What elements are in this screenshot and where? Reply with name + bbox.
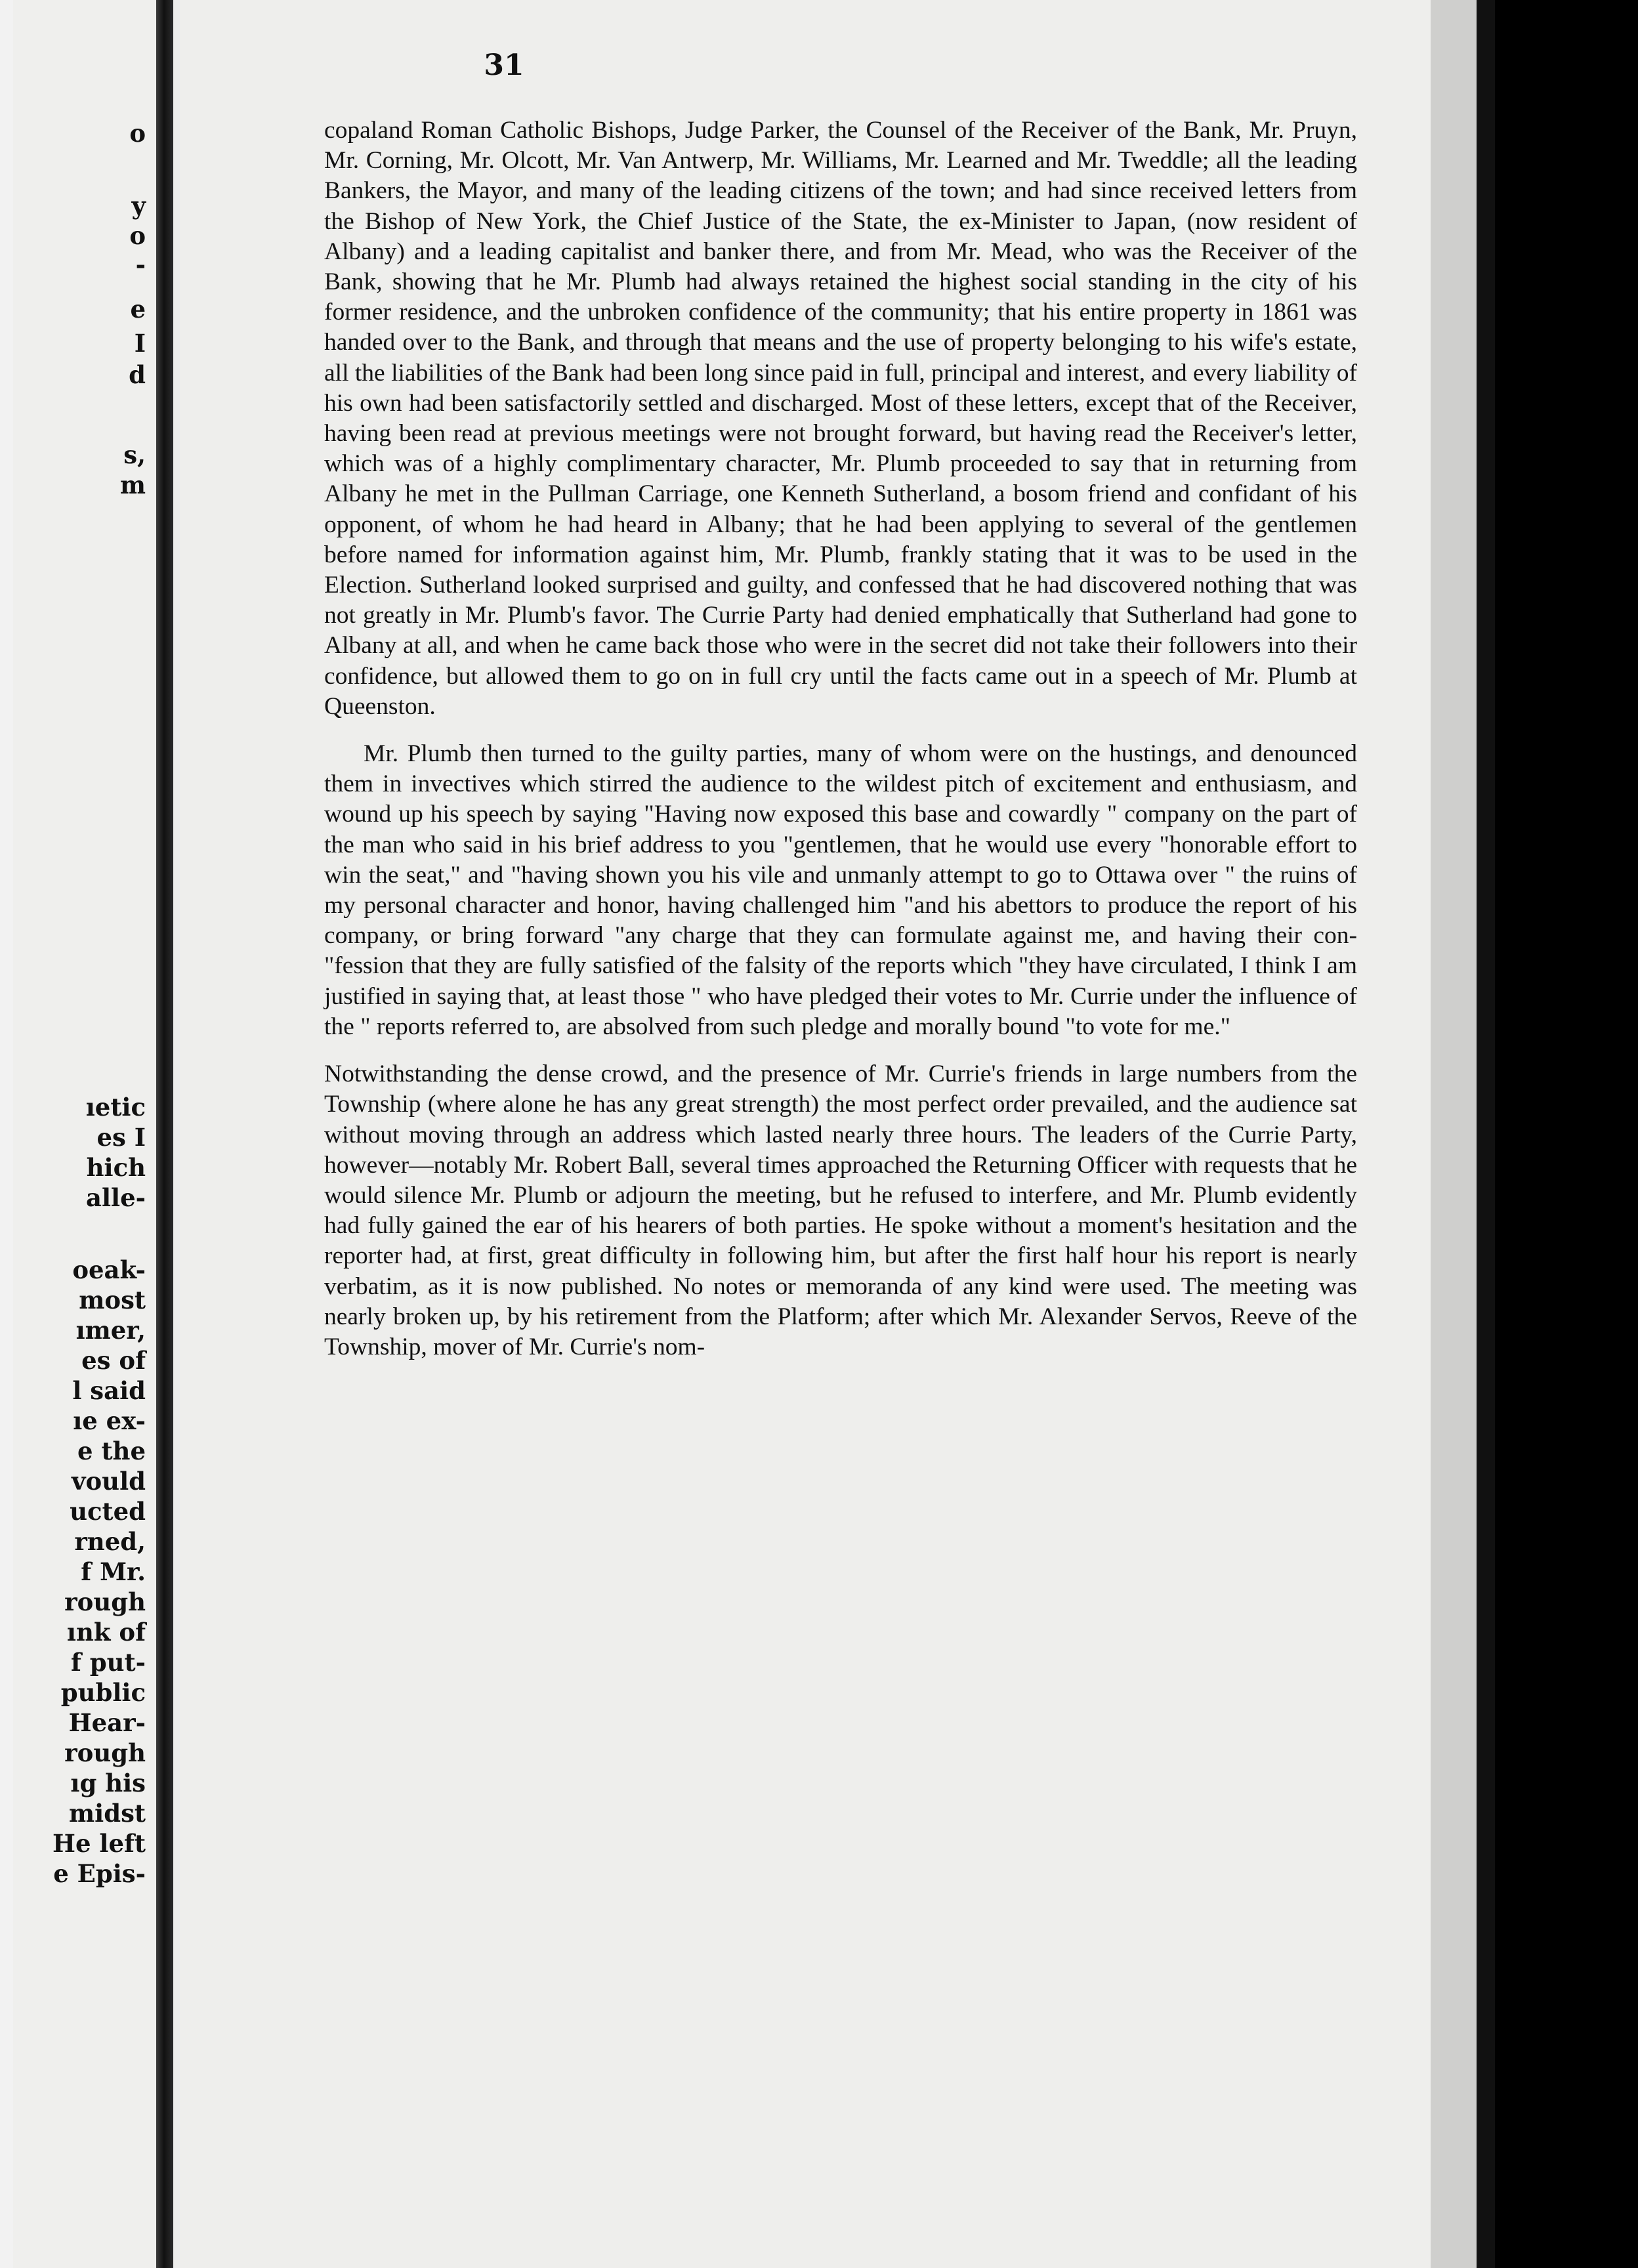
left-page-text-fragment: e the — [77, 1437, 146, 1465]
page-edge — [1431, 0, 1477, 2268]
paragraph-meeting: Notwithstanding the dense crowd, and the presence of Mr. Currie's friends in large numbers from the Township (where alone he has any great strength) the most perfect order prevailed, and the audience sat without moving through an address which lasted nearly three hours. The leaders of the Currie Party, however—notably Mr. Robert Ball, several times approached the Returning Officer with requests that he would silence Mr. Plumb or adjourn the meeting, but he refused to interfere, and Mr. Plumb evidently had fully gained the ear of his hearers of both parties. He spoke without a moment's hesitation and the reporter had, at first, great difficulty in following him, but after the first half hour his report is nearly verbatim, as it is now published. No notes or memoranda of any kind were used. The meeting was nearly broken up, by his retirement from the Platform; after which Mr. Alexander Servos, Reeve of the Township, mover of Mr. Currie's nom- — [324, 1060, 1357, 1360]
left-page-text-fragment: He left — [52, 1829, 146, 1858]
left-page-text-fragment: most — [79, 1286, 146, 1314]
left-page-text-fragment: f Mr. — [81, 1557, 146, 1586]
left-page-text-fragment: y — [131, 191, 146, 220]
left-page-text-fragment: o — [129, 119, 146, 148]
left-page-text-fragment: ucted — [70, 1497, 146, 1526]
paragraph-continued: copaland Roman Catholic Bishops, Judge Parker, the Counsel of the Receiver of the Bank, Mr. Pruyn, Mr. Corning, Mr. Olcott, Mr. Van Antwerp, Mr. Williams, Mr. Learned and Mr. Tweddle; all the leading Bankers, the Mayor, and many of the leading citizens of the town; and had since received letters from the Bishop of New York, the Chief Justice of the State, the ex-Minister to Japan, (now resident of Albany) and a leading capitalist and banker there, and from Mr. Mead, who was the Receiver of the Bank, showing that he Mr. Plumb had always retained the highest social standing in the city of his former residence, and the unbroken confidence of the community; that his entire property in 1861 was handed over to the Bank, and through that means and the use of property belonging to his wife's estate, all the liabilities of the Bank had been long since paid in full, principal and interest, and every liability of his own had been satisfactorily settled and discharged. Most of these letters, except that of the Receiver, having been read at previous meetings were not brought forward, but having read the Receiver's letter, which was of a highly complimentary character, Mr. Plumb proceeded to say that in returning from Albany he met in the Pullman Carriage, one Kenneth Sutherland, a bosom friend and confidant of his opponent, of whom he had heard in Albany; that he had been applying to several of the gentlemen before named for information against him, Mr. Plumb, frankly stating that it was to be used in the Election. Sutherland looked surprised and guilty, and confessed that he had discovered nothing that was not greatly in Mr. Plumb's favor. The Currie Party had denied emphatically that Sutherland had gone to Albany at all, and when he came back those who were in the secret did not take their followers into their confidence, but allowed them to go on in full cry until the facts came out in a speech of Mr. Plumb at Queenston. — [324, 117, 1357, 720]
left-page-text-fragment: rough — [64, 1587, 146, 1616]
left-page-text-fragment: ıe ex- — [73, 1406, 146, 1435]
left-page-text-fragment: es of — [81, 1346, 146, 1375]
left-page-text-fragment: hich — [86, 1153, 146, 1182]
book-gutter — [156, 0, 173, 2268]
left-page-text-fragment: o — [129, 221, 146, 250]
left-page-text-fragment: ıg his — [70, 1769, 146, 1797]
left-page-text-fragment: rough — [64, 1738, 146, 1767]
page-body — [324, 116, 1357, 1362]
left-page-text-fragment: Hear- — [68, 1708, 146, 1737]
left-page-text-fragment: ıetic — [85, 1093, 146, 1122]
left-page-text-fragment: es I — [96, 1123, 146, 1152]
left-page-text-fragment: s, — [123, 440, 146, 469]
left-page-text-fragment: f put- — [70, 1648, 146, 1677]
document-page — [173, 0, 1431, 2268]
left-page-text-fragment: ınk of — [66, 1618, 146, 1647]
left-page-text-fragment: rned, — [74, 1527, 146, 1556]
scan-background — [1495, 0, 1638, 2268]
page-edge-shadow — [1477, 0, 1495, 2268]
left-page-text-fragment: oeak- — [72, 1255, 146, 1284]
scan-margin — [0, 0, 13, 2268]
left-page-text-fragment: e — [130, 295, 146, 324]
page-number: 31 — [484, 49, 524, 82]
left-page-text-fragment: e Epis- — [53, 1859, 146, 1888]
left-page-fragment — [13, 0, 156, 2268]
left-page-text-fragment: vould — [71, 1467, 146, 1496]
left-page-text-fragment: midst — [69, 1799, 146, 1828]
paragraph-speech: Mr. Plumb then turned to the guilty parties, many of whom were on the hustings, and denounced them in invectives which stirred the audience to the wildest pitch of excitement and enthusiasm, and wound up his speech by saying "Having now exposed this base and cowardly " company on the part of the man who said in his brief address to you "gentlemen, that he would use every "honorable effort to win the seat," and "having shown you his vile and unmanly attempt to go to Ottawa over " the ruins of my personal character and honor, having challenged him "and his abettors to produce the report of his company, or bring forward "any charge that they can formulate against me, and having their con- "fession that they are fully satisfied of the falsity of the reports which "they have circulated, I think I am justified in saying that, at least those " who have pledged their votes to Mr. Currie under the influence of the " reports referred to, are absolved from such pledge and morally bound "to vote for me." — [324, 740, 1357, 1040]
left-page-text-fragment: alle- — [86, 1183, 146, 1212]
left-page-text-fragment: I — [134, 329, 146, 358]
left-page-text-fragment: l said — [72, 1376, 146, 1405]
left-page-text-fragment: ımer, — [75, 1316, 146, 1345]
left-page-text-fragment: d — [129, 360, 146, 389]
left-page-text-fragment: public — [60, 1678, 146, 1707]
left-page-text-fragment: m — [119, 471, 146, 499]
left-page-text-fragment: - — [135, 250, 146, 279]
